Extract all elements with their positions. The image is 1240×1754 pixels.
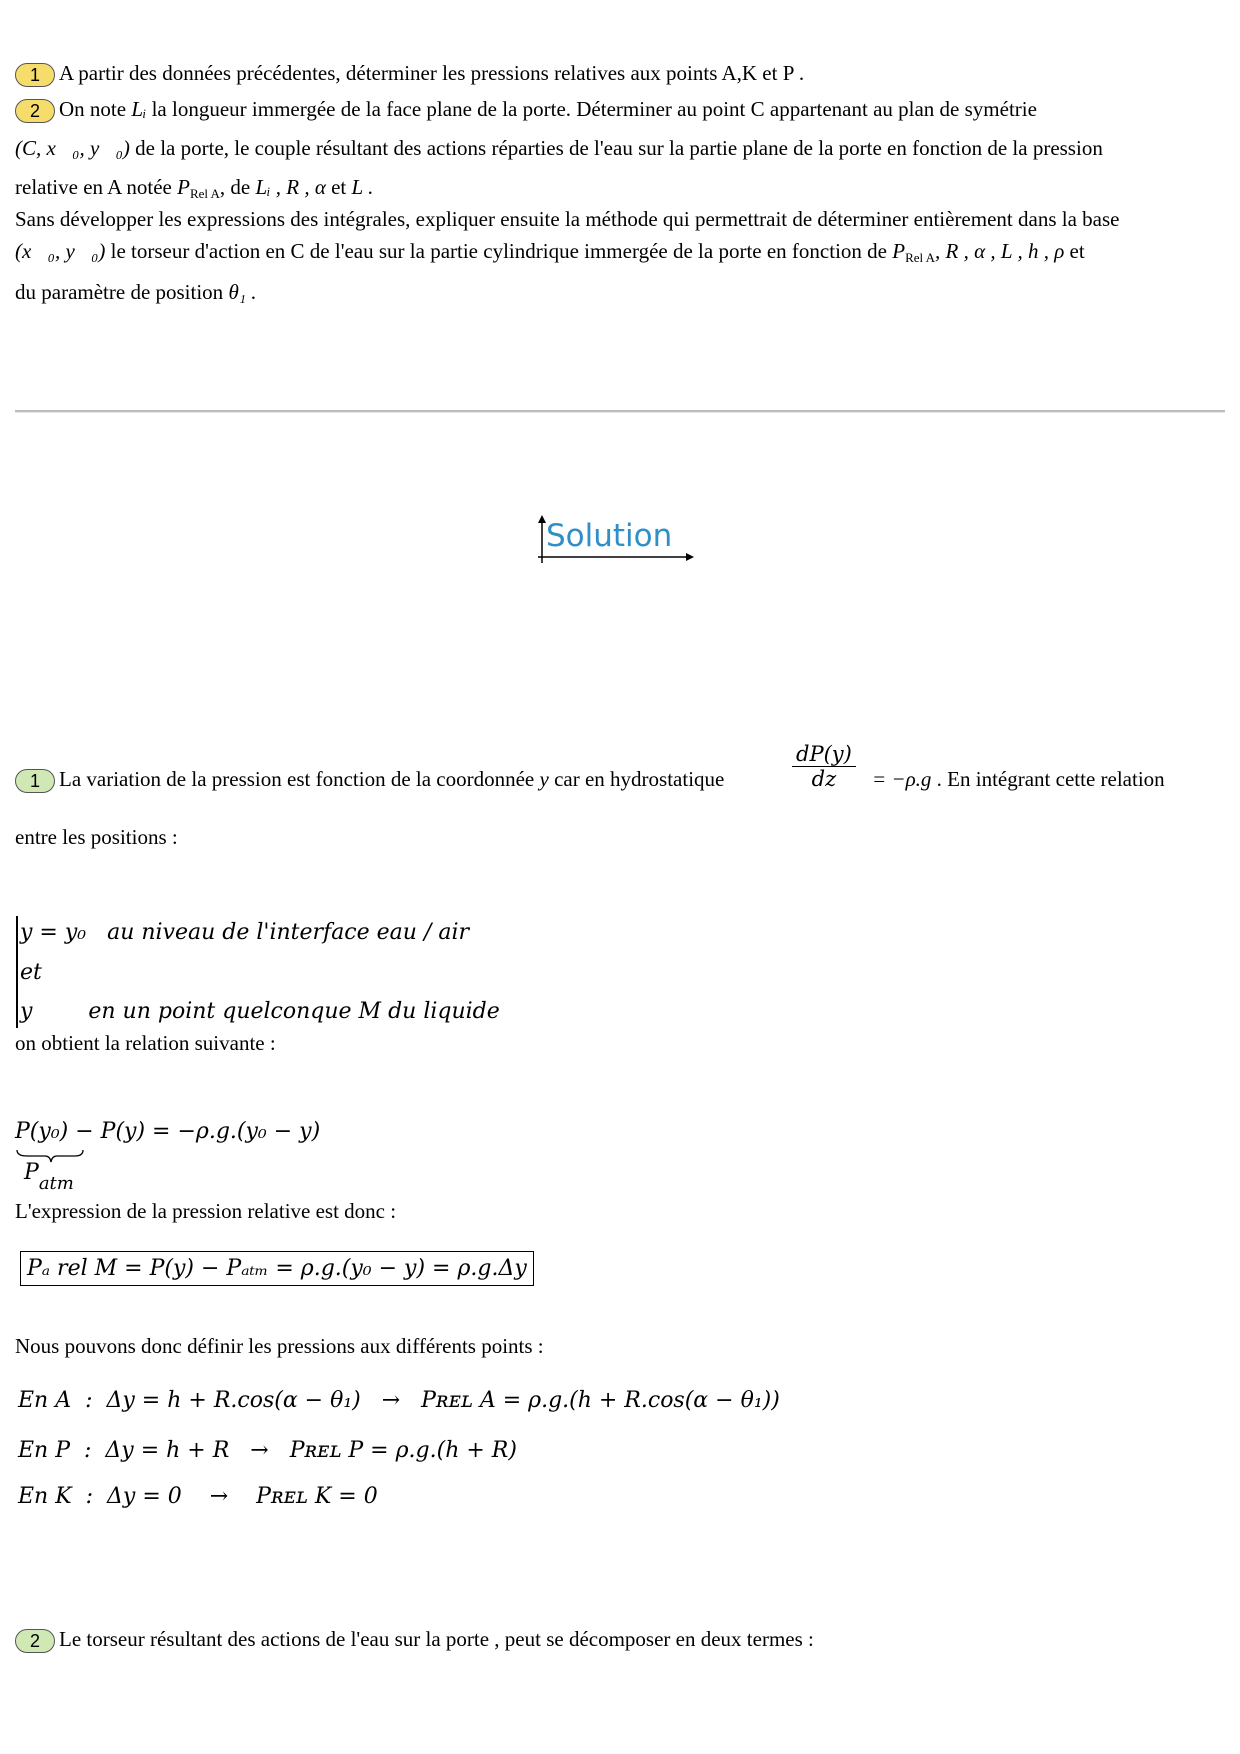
pressure-at-a: En A : Δy = h + R.cos(α − θ₁) → Pʀᴇʟ A = ρ.g.(h + R.cos(α − θ₁)) — [18, 1388, 780, 1413]
prel-subscript-2: Rel A — [905, 250, 936, 265]
underbrace-label — [24, 1160, 74, 1194]
question-1-text: A partir des données précédentes, déterminer les pressions relatives aux points A,K et P . — [59, 61, 805, 85]
a1-text-g: Nous pouvons donc définir les pressions aux différents points : — [15, 1334, 544, 1358]
answer-1-line-3 — [15, 1030, 276, 1056]
symbols-li-r-alpha: Lᵢ , R , α — [255, 175, 326, 199]
q2-text-d3: et — [331, 175, 347, 199]
question-2-line-4 — [15, 206, 1119, 232]
rho-g: = −ρ.g — [872, 767, 932, 791]
theta-symbol: θ₁ . — [228, 280, 257, 304]
hydrostatic-fraction — [792, 742, 856, 791]
question-1-badge: 1 — [15, 63, 55, 87]
basis-symbol: (x⃗₀, y⃗₀) — [15, 239, 106, 263]
fraction-denominator: dz — [811, 767, 837, 791]
prel-subscript: Rel A — [189, 186, 220, 201]
solution-link[interactable] — [536, 515, 696, 567]
symbol-y: y — [539, 767, 549, 791]
symbol-li: Lᵢ — [131, 97, 147, 121]
answer-1-line-5 — [15, 1333, 544, 1359]
relative-pressure-boxed: Pₐ rel M = P(y) − Pₐₜₘ = ρ.g.(y₀ − y) = ρ.g.Δy — [20, 1251, 534, 1286]
a1-text-d: entre les positions : — [15, 825, 178, 849]
pressure-equation: P(y₀) − P(y) = −ρ.g.(y₀ − y) — [15, 1119, 321, 1144]
q2-text-d1: relative en A notée — [15, 175, 172, 199]
answer-1-line-4 — [15, 1198, 396, 1224]
fraction-numerator: dP(y) — [792, 742, 856, 767]
question-2-line-2 — [15, 135, 1103, 161]
a2-text: Le torseur résultant des actions de l'eau sur la porte , peut se décomposer en deux termes : — [59, 1627, 814, 1651]
a1-text-b: car en hydrostatique — [554, 767, 725, 791]
pressure-at-k: En K : Δy = 0 → Pʀᴇʟ K = 0 — [18, 1484, 378, 1509]
answer-1-line-1-end — [872, 766, 1165, 792]
question-2-line-3 — [15, 174, 373, 207]
answer-2 — [15, 1626, 814, 1653]
q2-text-f2: et — [1069, 239, 1085, 263]
q2-text-c: de la porte, le couple résultant des actions réparties de l'eau sur la partie plane de la porte en fonction de la pression — [135, 136, 1103, 160]
patm-p: P — [24, 1160, 39, 1185]
question-2-line-5 — [15, 238, 1085, 271]
q2-text-d2: , de — [219, 175, 251, 199]
a1-text-f: L'expression de la pression relative est donc : — [15, 1199, 397, 1223]
pressure-at-p: En P : Δy = h + R → Pʀᴇʟ P = ρ.g.(h + R) — [18, 1438, 517, 1463]
a1-text-a: La variation de la pression est fonction de la coordonnée — [59, 767, 535, 791]
symbol-l: L . — [351, 175, 374, 199]
question-2-line-1 — [15, 96, 1037, 123]
answer-1-line-1 — [15, 766, 724, 793]
answer-2-badge: 2 — [15, 1629, 55, 1653]
q2-text-f1: le torseur d'action en C de l'eau sur la partie cylindrique immergée de la porte en fonction de — [110, 239, 887, 263]
q2-text-e: Sans développer les expressions des intégrales, expliquer ensuite la méthode qui permettrait de déterminer entièrement dans la base — [15, 207, 1120, 231]
solution-label[interactable]: Solution — [546, 518, 673, 554]
a1-text-e: on obtient la relation suivante : — [15, 1031, 276, 1055]
question-2-line-6 — [15, 279, 257, 305]
answer-1-line-2 — [15, 824, 178, 850]
horizontal-divider — [15, 410, 1225, 412]
answer-1-badge: 1 — [15, 769, 55, 793]
prel-symbol: P — [177, 175, 190, 199]
case-interface: y = y₀ au niveau de l'interface eau / air — [20, 920, 470, 945]
frame-symbol: (C, x⃗₀, y⃗₀) — [15, 136, 130, 160]
q2-text-a: On note — [59, 97, 127, 121]
cases-bar — [16, 916, 18, 1028]
case-point: y en un point quelconque M du liquide — [20, 999, 500, 1024]
patm-sub: atm — [38, 1173, 74, 1194]
prel-symbol-2: P — [892, 239, 906, 263]
case-et: et — [20, 960, 42, 985]
q2-text-b: la longueur immergée de la face plane de la porte. Déterminer au point C appartenant au plan de symétrie — [151, 97, 1037, 121]
a1-text-c: . En intégrant cette relation — [936, 767, 1165, 791]
question-1 — [15, 60, 804, 87]
symbols-list: , R , α , L , h , ρ — [935, 239, 1065, 263]
question-2-badge: 2 — [15, 99, 55, 123]
q2-text-g: du paramètre de position — [15, 280, 224, 304]
